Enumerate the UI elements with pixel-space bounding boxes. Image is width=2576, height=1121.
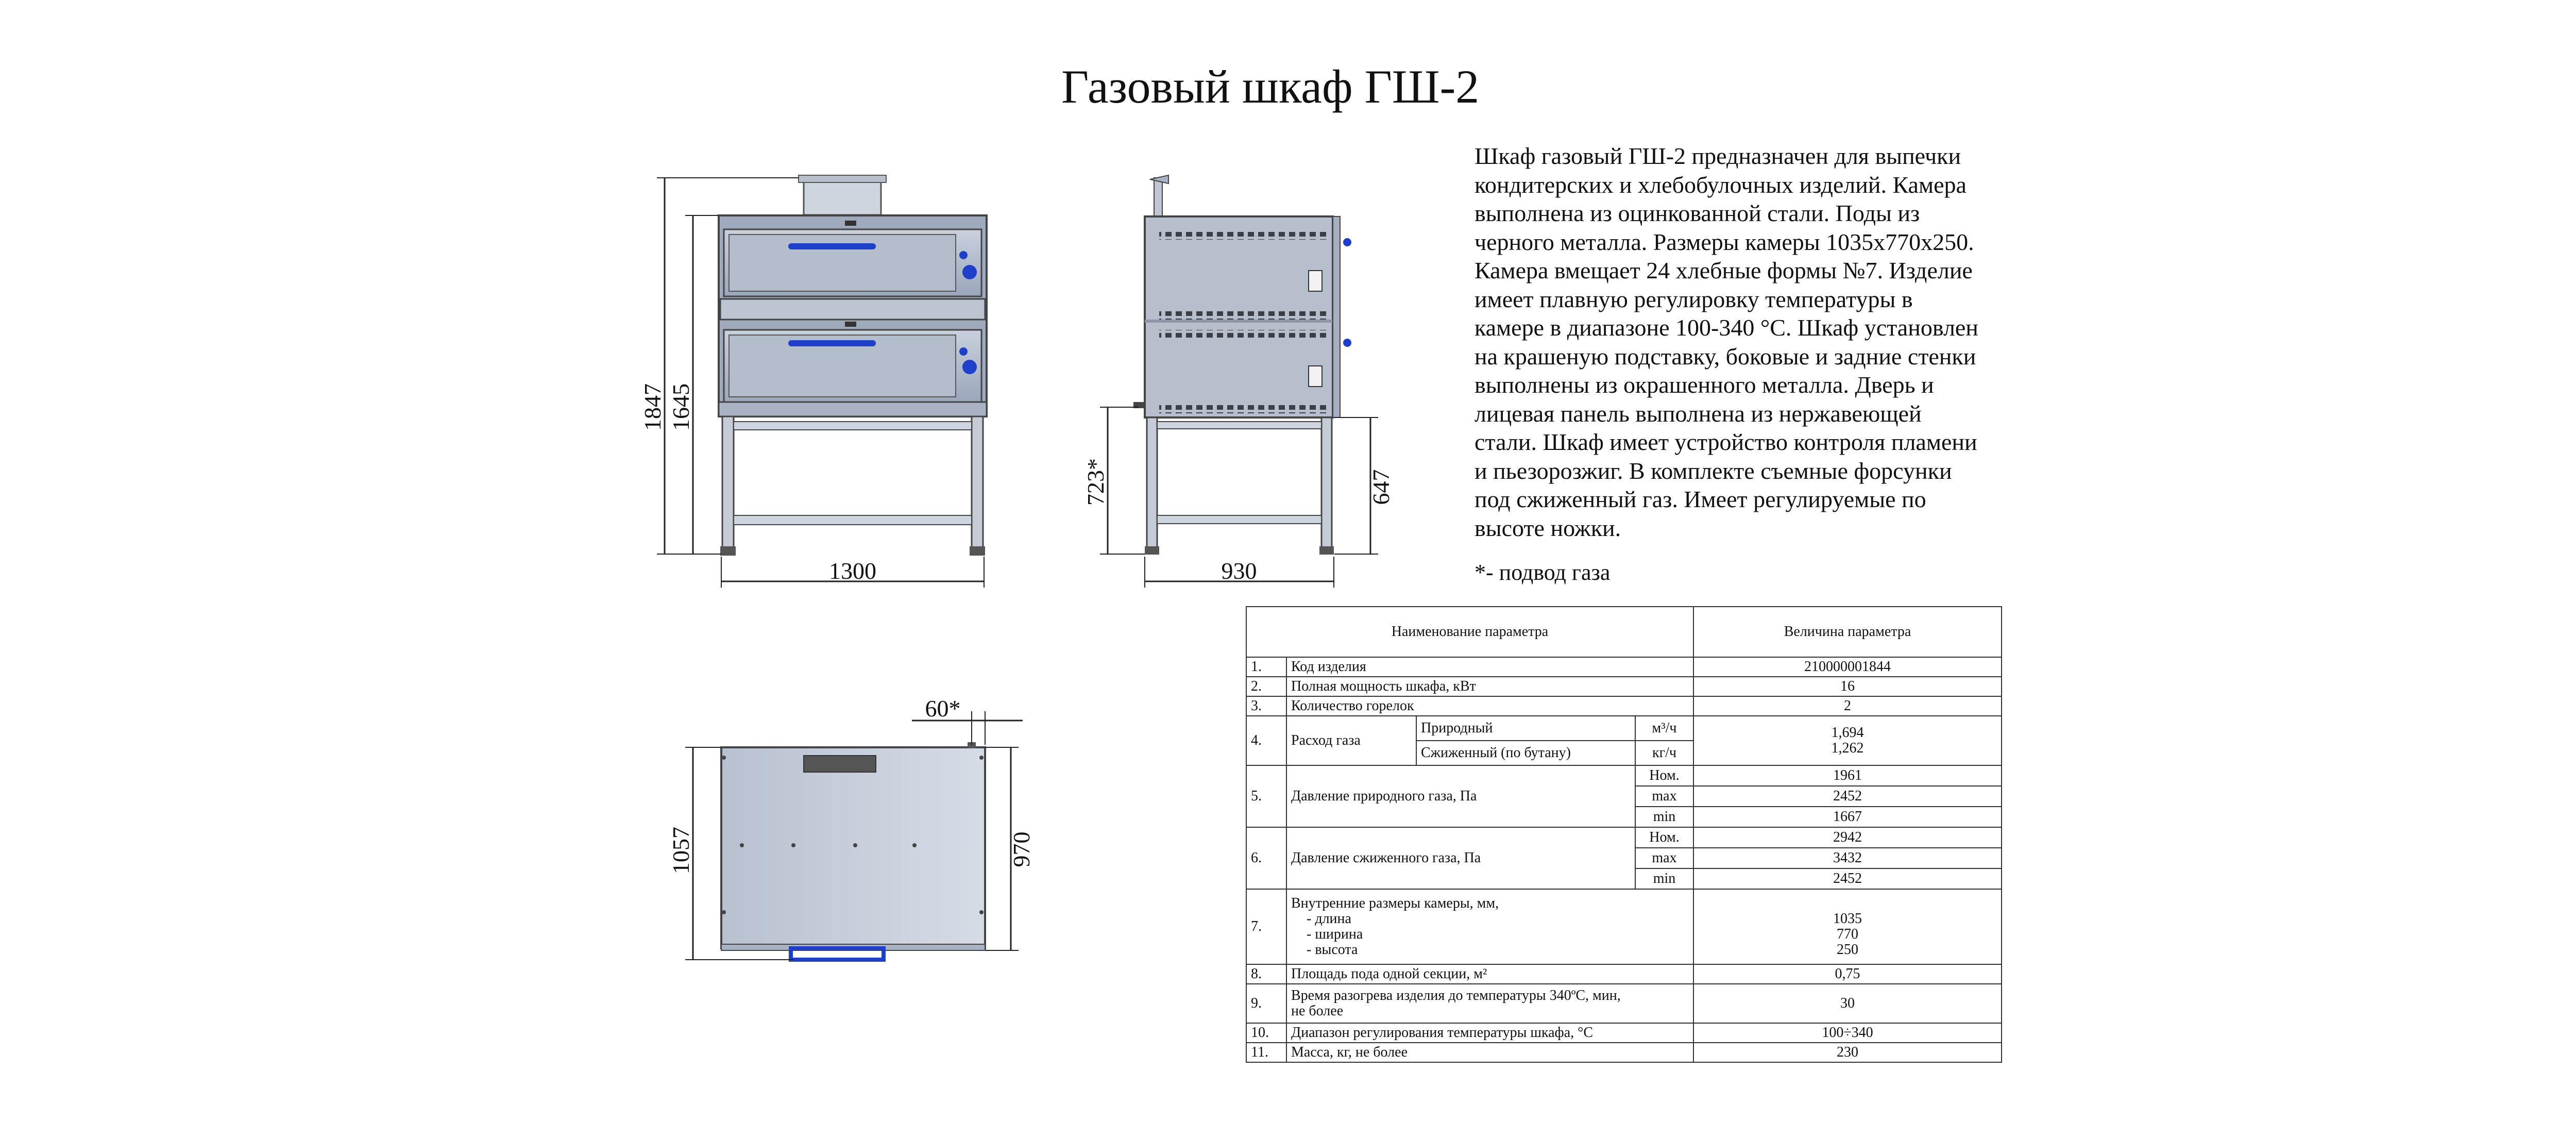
table-row xyxy=(1246,984,2002,1023)
heatup-label-line1: Время разогрева изделия до температуры 340ºС, мин, xyxy=(1291,988,1621,1003)
upper-door-handle xyxy=(788,243,876,249)
row-name: Диапазон регулирования температуры шкафа, °С xyxy=(1286,1023,1693,1043)
row-number: 2. xyxy=(1246,677,1286,696)
description-line: кондитерских и хлебобулочных изделий. Камера xyxy=(1475,171,1967,198)
chamber-width-label: - ширина xyxy=(1307,926,1363,942)
front-view xyxy=(657,175,987,588)
table-row xyxy=(1246,696,2002,716)
pressure-value-max: 3432 xyxy=(1693,848,2002,868)
description-line: под сжиженный газ. Имеет регулируемые по xyxy=(1475,486,1926,512)
gas-unit-lpg: кг/ч xyxy=(1635,741,1693,765)
table-row xyxy=(1246,1043,2002,1062)
spec-table xyxy=(1246,606,2002,1063)
row-name: Площадь пода одной секции, м² xyxy=(1286,964,1693,984)
table-row xyxy=(1246,657,2002,677)
chamber-length-label: - длина xyxy=(1307,911,1351,927)
row-number: 1. xyxy=(1246,657,1286,677)
row-number: 5. xyxy=(1246,765,1286,827)
row-number: 3. xyxy=(1246,696,1286,716)
gas-type-natural: Природный xyxy=(1416,716,1635,741)
header-value: Величина параметра xyxy=(1693,607,2002,657)
header-name: Наименование параметра xyxy=(1246,607,1693,657)
description-line: черного металла. Размеры камеры 1035х770х250. xyxy=(1475,228,1974,255)
description-line: имеет плавную регулировку температуры в xyxy=(1475,286,1913,312)
row-name: Давление природного газа, Па xyxy=(1286,765,1635,827)
row-name xyxy=(1286,984,1693,1023)
gas-supply-note: *- подвод газа xyxy=(1475,560,1611,585)
row-value: 2 xyxy=(1693,696,2002,716)
description-line: лицевая панель выполнена из нержавеющей xyxy=(1475,400,1922,427)
side-view xyxy=(1100,175,1378,588)
pressure-label-max: max xyxy=(1635,786,1693,807)
dim-front-height-body: 1645 xyxy=(668,383,694,431)
lower-door-handle xyxy=(788,340,876,346)
row-name: Количество горелок xyxy=(1286,696,1693,716)
row-number: 6. xyxy=(1246,827,1286,889)
top-view xyxy=(685,711,1023,960)
table-row xyxy=(1246,827,2002,848)
description-line: Шкаф газовый ГШ-2 предназначен для выпечки xyxy=(1475,143,1961,169)
pressure-value-min: 2452 xyxy=(1693,868,2002,889)
pressure-value-min: 1667 xyxy=(1693,807,2002,827)
chamber-height-label: - высота xyxy=(1307,942,1358,958)
row-value: 100÷340 xyxy=(1693,1023,2002,1043)
pressure-label-min: min xyxy=(1635,807,1693,827)
row-name: Масса, кг, не более xyxy=(1286,1043,1693,1062)
dim-side-gas-height: 723* xyxy=(1082,458,1109,506)
page-title: Газовый шкаф ГШ-2 xyxy=(1061,60,1480,113)
row-name: Давление сжиженного газа, Па xyxy=(1286,827,1635,889)
description-line: стали. Шкаф имеет устройство контроля пламени xyxy=(1475,429,1977,455)
row-name: Код изделия xyxy=(1286,657,1693,677)
dim-front-width: 1300 xyxy=(829,558,876,584)
description-line: камере в диапазоне 100-340 °С. Шкаф установлен xyxy=(1475,314,1978,341)
description-line: на крашеную подставку, боковые и задние стенки xyxy=(1475,343,1976,370)
row-value xyxy=(1693,889,2002,964)
row-value: 210000001844 xyxy=(1693,657,2002,677)
gas-value-lpg: 1,262 xyxy=(1831,740,1864,756)
description-line: и пьезорозжиг. В комплекте съемные форсунки xyxy=(1475,457,1952,484)
pressure-value-nom: 2942 xyxy=(1693,827,2002,848)
table-row xyxy=(1246,677,2002,696)
pressure-label-nom: Ном. xyxy=(1635,765,1693,786)
pressure-label-min: min xyxy=(1635,868,1693,889)
pressure-label-nom: Ном. xyxy=(1635,827,1693,848)
dim-side-stand-height: 647 xyxy=(1368,469,1394,505)
dim-side-depth: 930 xyxy=(1221,558,1257,584)
dim-top-depth-body: 970 xyxy=(1008,831,1035,867)
chamber-height-value: 250 xyxy=(1837,942,1858,958)
table-row xyxy=(1246,765,2002,786)
row-value: 230 xyxy=(1693,1043,2002,1062)
table-row xyxy=(1246,889,2002,964)
row-number: 4. xyxy=(1246,716,1286,765)
row-number: 7. xyxy=(1246,889,1286,964)
row-number: 10. xyxy=(1246,1023,1286,1043)
row-number: 8. xyxy=(1246,964,1286,984)
heatup-label-line2: не более xyxy=(1291,1003,1344,1019)
row-name: Полная мощность шкафа, кВт xyxy=(1286,677,1693,696)
pressure-label-max: max xyxy=(1635,848,1693,868)
chamber-length-value: 1035 xyxy=(1833,911,1862,927)
pressure-value-max: 2452 xyxy=(1693,786,2002,807)
description-line: Камера вмещает 24 хлебные формы №7. Изделие xyxy=(1475,257,1973,283)
description-line: выполнена из оцинкованной стали. Поды из xyxy=(1475,200,1920,226)
table-row xyxy=(1246,1023,2002,1043)
description-line: высоте ножки. xyxy=(1475,514,1621,541)
row-name xyxy=(1286,889,1693,964)
row-value: 0,75 xyxy=(1693,964,2002,984)
row-number: 11. xyxy=(1246,1043,1286,1062)
gas-value-natural: 1,694 xyxy=(1831,725,1864,741)
chamber-width-value: 770 xyxy=(1837,926,1858,942)
dim-top-depth-total: 1057 xyxy=(668,827,694,874)
gas-type-lpg: Сжиженный (по бутану) xyxy=(1416,741,1635,765)
dim-front-height-total: 1847 xyxy=(639,383,666,431)
row-value: 16 xyxy=(1693,677,2002,696)
table-row xyxy=(1246,964,2002,984)
row-value: 30 xyxy=(1693,984,2002,1023)
row-name: Расход газа xyxy=(1286,716,1416,765)
product-description xyxy=(1475,142,2052,542)
top-door-handle xyxy=(791,948,884,960)
chamber-size-title: Внутренние размеры камеры, мм, xyxy=(1291,895,1499,911)
table-header-row xyxy=(1246,607,2002,657)
dim-top-offset: 60* xyxy=(925,695,961,722)
description-line: выполнены из окрашенного металла. Дверь и xyxy=(1475,372,1934,398)
row-number: 9. xyxy=(1246,984,1286,1023)
pressure-value-nom: 1961 xyxy=(1693,765,2002,786)
gas-unit-natural: м³/ч xyxy=(1635,716,1693,741)
row-value xyxy=(1693,716,2002,765)
table-row xyxy=(1246,716,2002,741)
